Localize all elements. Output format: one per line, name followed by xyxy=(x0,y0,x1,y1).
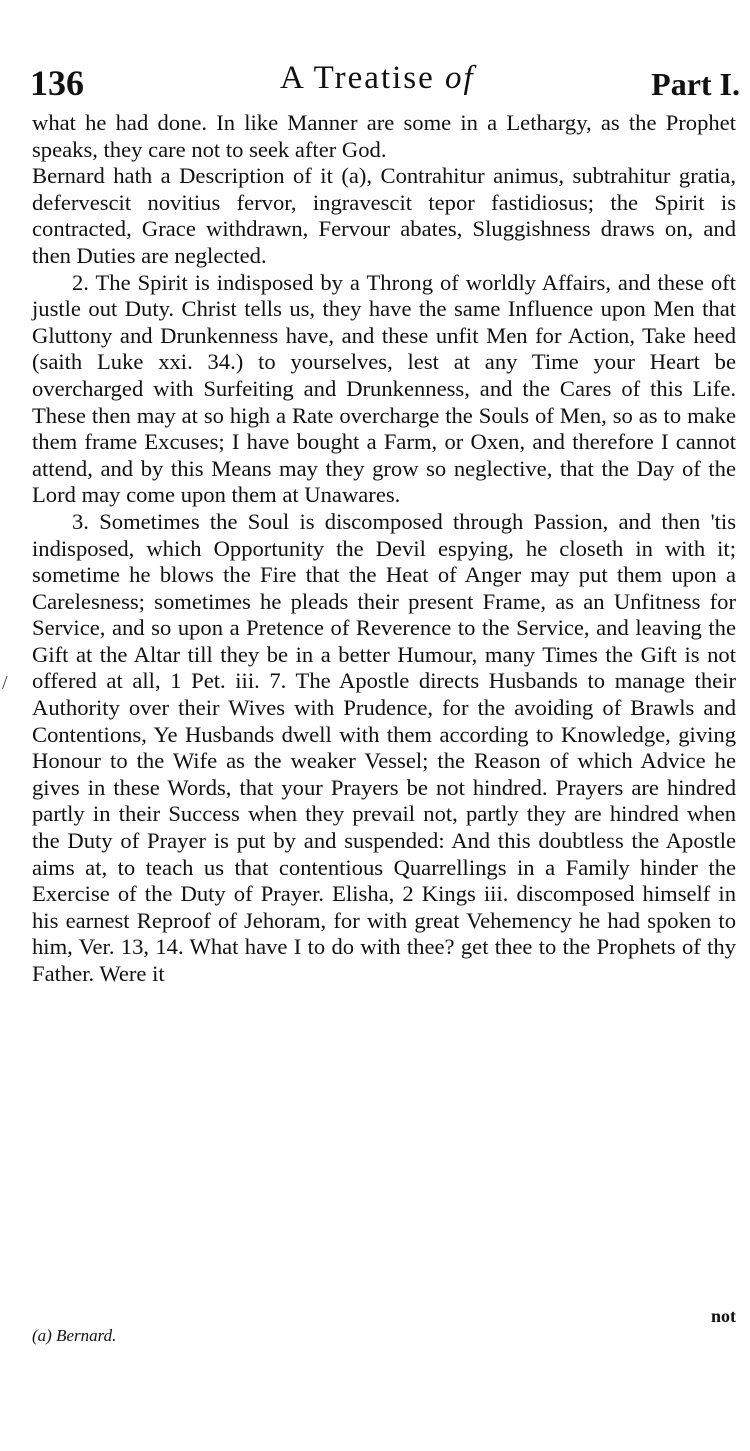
page-number: 136 xyxy=(30,63,84,103)
footnote: (a) Bernard. xyxy=(32,1326,117,1345)
running-title-of: of xyxy=(445,60,475,96)
catchword: not xyxy=(710,1306,736,1326)
running-title xyxy=(280,60,475,97)
paragraph-2: Bernard hath a Description of it (a), Contrahitur animus, subtrahitur gratia, defervescit novitius fervor, ingravescit tepor fastidiosus; the Spirit is contracted, Grace withdrawn, Fervour abates, Sluggishness draws on, and then Duties are neglected. xyxy=(32,163,736,268)
paragraph-3: 2. The Spirit is indisposed by a Throng of worldly Affairs, and these oft justle out Duty. Christ tells us, they have the same Influence upon Men that Gluttony and Drunkenness have, and these unfit Men for Action, Take heed (saith Luke xxi. 34.) to yourselves, lest at any Time your Heart be overcharged with Surfeiting and Drunkenness, and the Cares of this Life. These then may at so high a Rate overcharge the Souls of Men, so as to make them frame Excuses; I have bought a Farm, or Oxen, and therefore I cannot attend, and by this Means may they grow so neglective, that the Day of the Lord may come upon them at Unawares. xyxy=(32,269,736,508)
part-label: Part I. xyxy=(651,66,740,102)
paragraph-1: what he had done. In like Manner are some in a Lethargy, as the Prophet speaks, they care not to seek after God. xyxy=(32,110,736,162)
running-title-main: A Treatise xyxy=(280,60,435,96)
margin-mark: / xyxy=(2,672,8,694)
running-header xyxy=(30,58,742,118)
page-footer xyxy=(32,1306,736,1356)
paragraph-4: 3. Sometimes the Soul is discomposed through Passion, and then 'tis indisposed, which Opportunity the Devil espying, he closeth in with it; sometime he blows the Fire that the Heat of Anger may put them upon a Carelesness; sometimes he pleads their present Frame, as an Unfitness for Service, and so upon a Pretence of Reverence to the Service, and leaving the Gift at the Altar till they be in a better Humour, many Times the Gift is not offered at all, 1 Pet. iii. 7. The Apostle directs Husbands to manage their Authority over their Wives with Prudence, for the avoiding of Brawls and Contentions, Ye Husbands dwell with them according to Knowledge, giving Honour to the Wife as the weaker Vessel; the Reason of which Advice he gives in these Words, that your Prayers be not hindred. Prayers are hindred partly in their Success when they prevail not, partly they are hindred when the Duty of Prayer is put by and suspended: And this doubtless the Apostle aims at, to teach us that contentious Quarrellings in a Family hinder the Exercise of the Duty of Prayer. Elisha, 2 Kings iii. discomposed himself in his earnest Reproof of Jehoram, for with great Vehemency he had spoken to him, Ver. 13, 14. What have I to do with thee? get thee to the Prophets of thy Father. Were it xyxy=(32,508,736,986)
body-text xyxy=(32,110,736,988)
